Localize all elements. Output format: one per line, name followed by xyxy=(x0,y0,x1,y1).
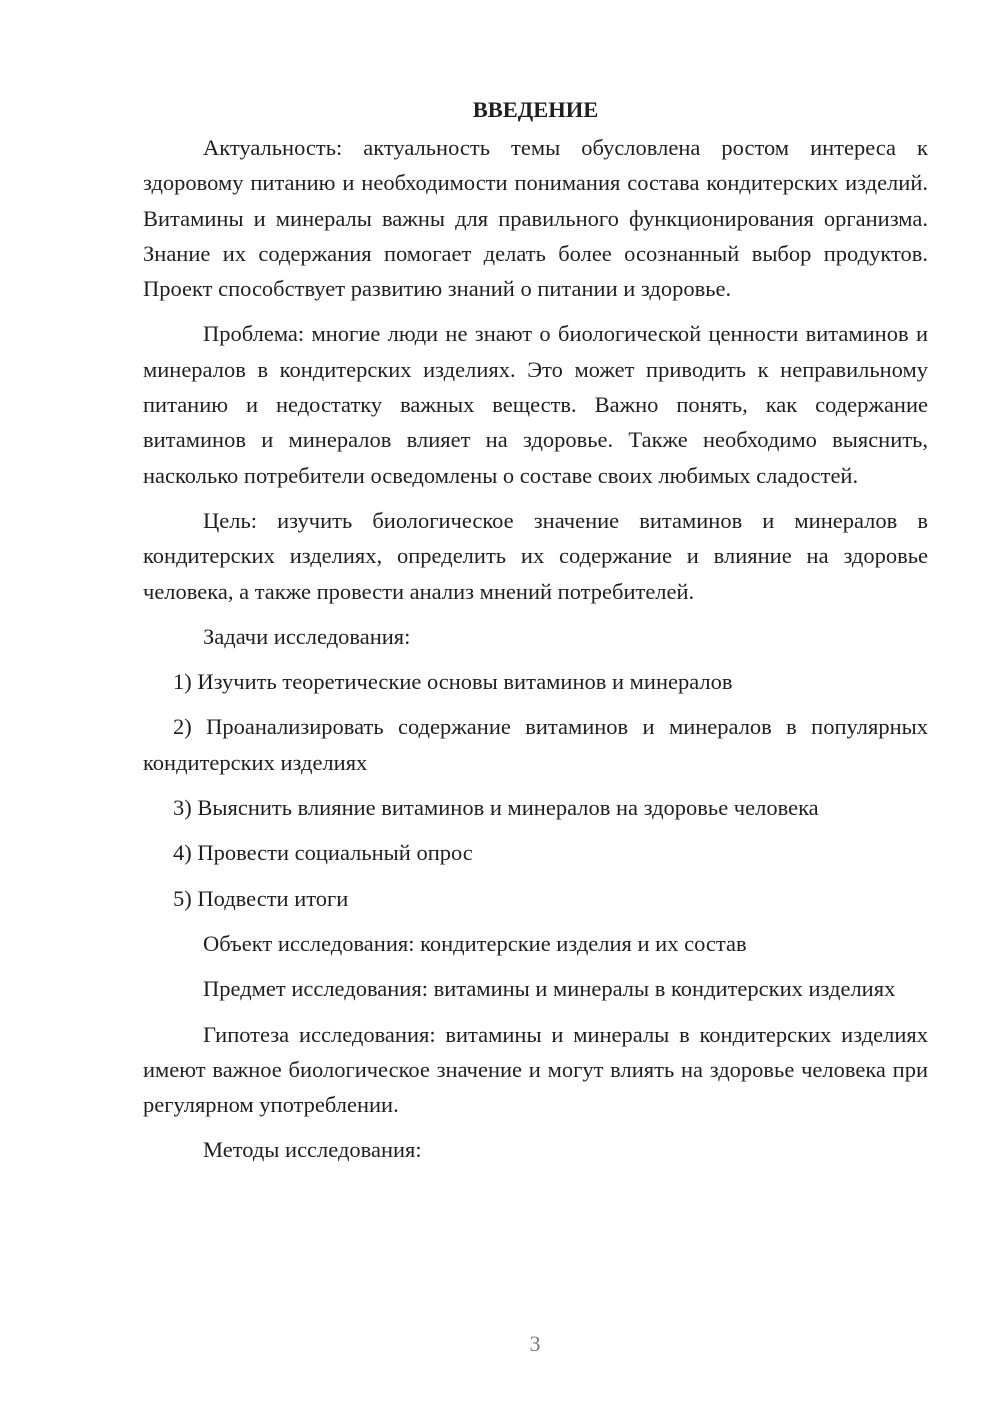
methods-heading: Методы исследования: xyxy=(203,1137,422,1163)
task-item: 5) Подвести итоги xyxy=(173,885,349,911)
document-page xyxy=(143,92,928,1178)
task-item: 2) Проанализировать содержание витаминов и минералов в популярных кондитерских изделиях xyxy=(143,714,928,775)
task-item: 1) Изучить теоретические основы витаминов и минералов xyxy=(173,669,733,695)
tasks-heading: Задачи исследования: xyxy=(203,623,411,649)
page-title: ВВЕДЕНИЕ xyxy=(472,97,599,122)
paragraph-hypothesis: Гипотеза исследования: витамины и минералы в кондитерских изделиях имеют важное биологическое значение и могут влиять на здоровье человека при регулярном употреблении. xyxy=(143,1021,928,1118)
paragraph-relevance: Актуальность: актуальность темы обусловлена ростом интереса к здоровому питанию и необходимости понимания состава кондитерских изделий. Витамины и минералы важны для правильного функционирования организма. Знание их содержания помогает делать более осознанный выбор продуктов. Проект способствует развитию знаний о питании и здоровье. xyxy=(143,135,928,302)
task-item: 3) Выяснить влияние витаминов и минералов на здоровье человека xyxy=(173,795,819,821)
tasks-list xyxy=(143,664,928,916)
paragraph-object: Объект исследования: кондитерские изделия и их состав xyxy=(203,930,747,956)
task-item: 4) Провести социальный опрос xyxy=(173,840,473,866)
paragraph-subject: Предмет исследования: витамины и минералы в кондитерских изделиях xyxy=(203,976,896,1002)
paragraph-goal: Цель: изучить биологическое значение витаминов и минералов в кондитерских изделиях, определить их содержание и влияние на здоровье человека, а также провести анализ мнений потребителей. xyxy=(143,507,928,604)
page-number: 3 xyxy=(529,1331,541,1356)
paragraph-problem: Проблема: многие люди не знают о биологической ценности витаминов и минералов в кондитерских изделиях. Это может приводить к неправильному питанию и недостатку важных веществ. Важно понять, как содержание витаминов и минералов влияет на здоровье. Также необходимо выяснить, насколько потребители осведомлены о составе своих любимых сладостей. xyxy=(143,321,928,488)
